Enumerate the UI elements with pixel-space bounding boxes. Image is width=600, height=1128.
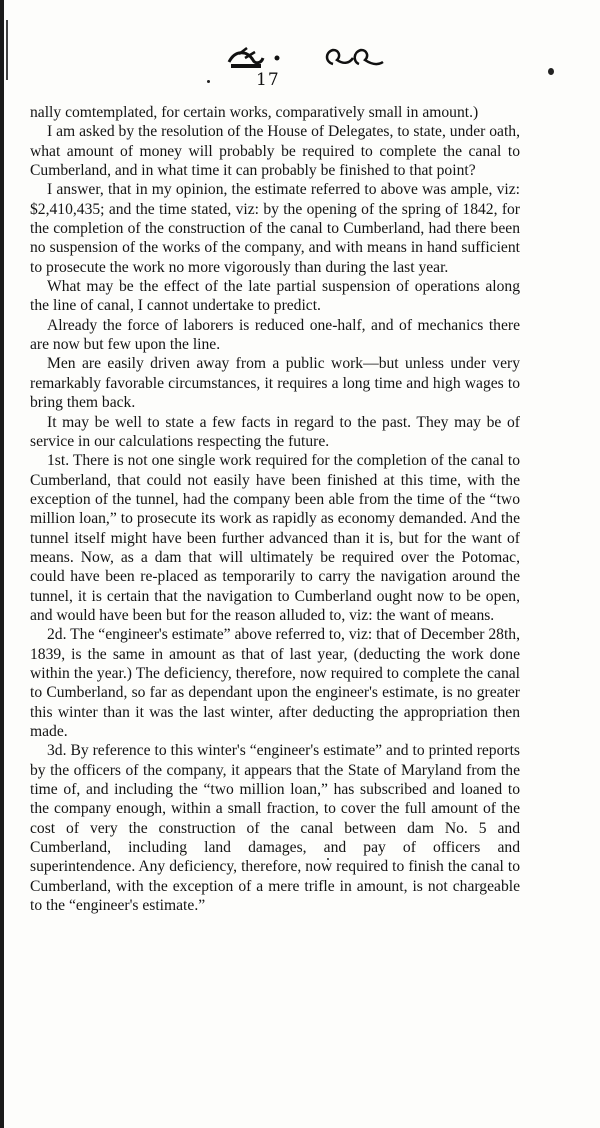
body-text (30, 103, 520, 915)
header-ornament (225, 44, 385, 74)
page-number: 17 (256, 70, 280, 90)
scan-edge (0, 0, 4, 1128)
paragraph: nally comtemplated, for certain works, comparatively small in amount.) (30, 104, 479, 121)
paragraph: 2d. The “engineer's estimate” above referred to, viz: that of December 28th, 1839, is the same in amount as that of last year, (deducting the work done within the year.) The deficiency, therefore, now required to complete the canal to Cumberland, so far as dependant upon the engineer's estimate, is no greater this winter than it was the last winter, after deducting the appropriation then made. (30, 626, 520, 740)
paragraph: I am asked by the resolution of the House of Delegates, to state, under oath, what amount of money will probably be required to complete the canal to Cumberland, and in what time it can probably be finished to that point? (30, 123, 520, 180)
scan-speck (548, 68, 554, 75)
paragraph: I answer, that in my opinion, the estimate referred to above was ample, viz: $2,410,435; and the time stated, viz: by the opening of the spring of 1842, for the completion of the construction of the canal to Cumberland, had there been no suspension of the works of the company, and with means in hand sufficient to prosecute the work no more vigorously than during the last year. (30, 181, 520, 276)
scan-speck (207, 80, 210, 83)
paragraph: Already the force of laborers is reduced one-half, and of mechanics there are now but few upon the line. (30, 316, 520, 354)
paragraph: It may be well to state a few facts in regard to the past. They may be of service in our calculations respecting the future. (30, 413, 520, 450)
paragraph: What may be the effect of the late partial suspension of operations along the line of canal, I cannot undertake to predict. (30, 278, 520, 315)
paragraph: 3d. By reference to this winter's “engineer's estimate” and to printed reports by the officers of the company, it appears that the State of Maryland from the time of, and including the “two million loan,” has subscribed and loaned to the company enough, within a small fraction, to cover the full amount of the cost of very the construction of the canal between dam No. 5 and Cumberland, including land damages, and pay of officers and superintendence. Any deficiency, therefore, now required to finish the canal to Cumberland, with the exception of a mere trifle in amount, is not chargeable to the “engineer's estimate.” (30, 742, 520, 915)
scan-edge-mark (6, 20, 8, 80)
paragraph: 1st. There is not one single work required for the completion of the canal to Cumberland, that could not easily have been finished at this time, with the exception of the tunnel, had the company been able from the time of the “two million loan,” to prosecute its work as rapidly as economy demanded. And the tunnel itself might have been further advanced than it is, but for the want of means. Now, as a dam that will ultimately be required over the Potomac, could have been re-placed as temporarily to carry the navigation around the tunnel, it is certain that the navigation to Cumberland ought now to be open, and would have been but for the reason alluded to, viz: the want of means. (30, 452, 520, 624)
paragraph: Men are easily driven away from a public work—but unless under very remarkably favorable circumstances, it requires a long time and high wages to bring them back. (30, 355, 520, 412)
